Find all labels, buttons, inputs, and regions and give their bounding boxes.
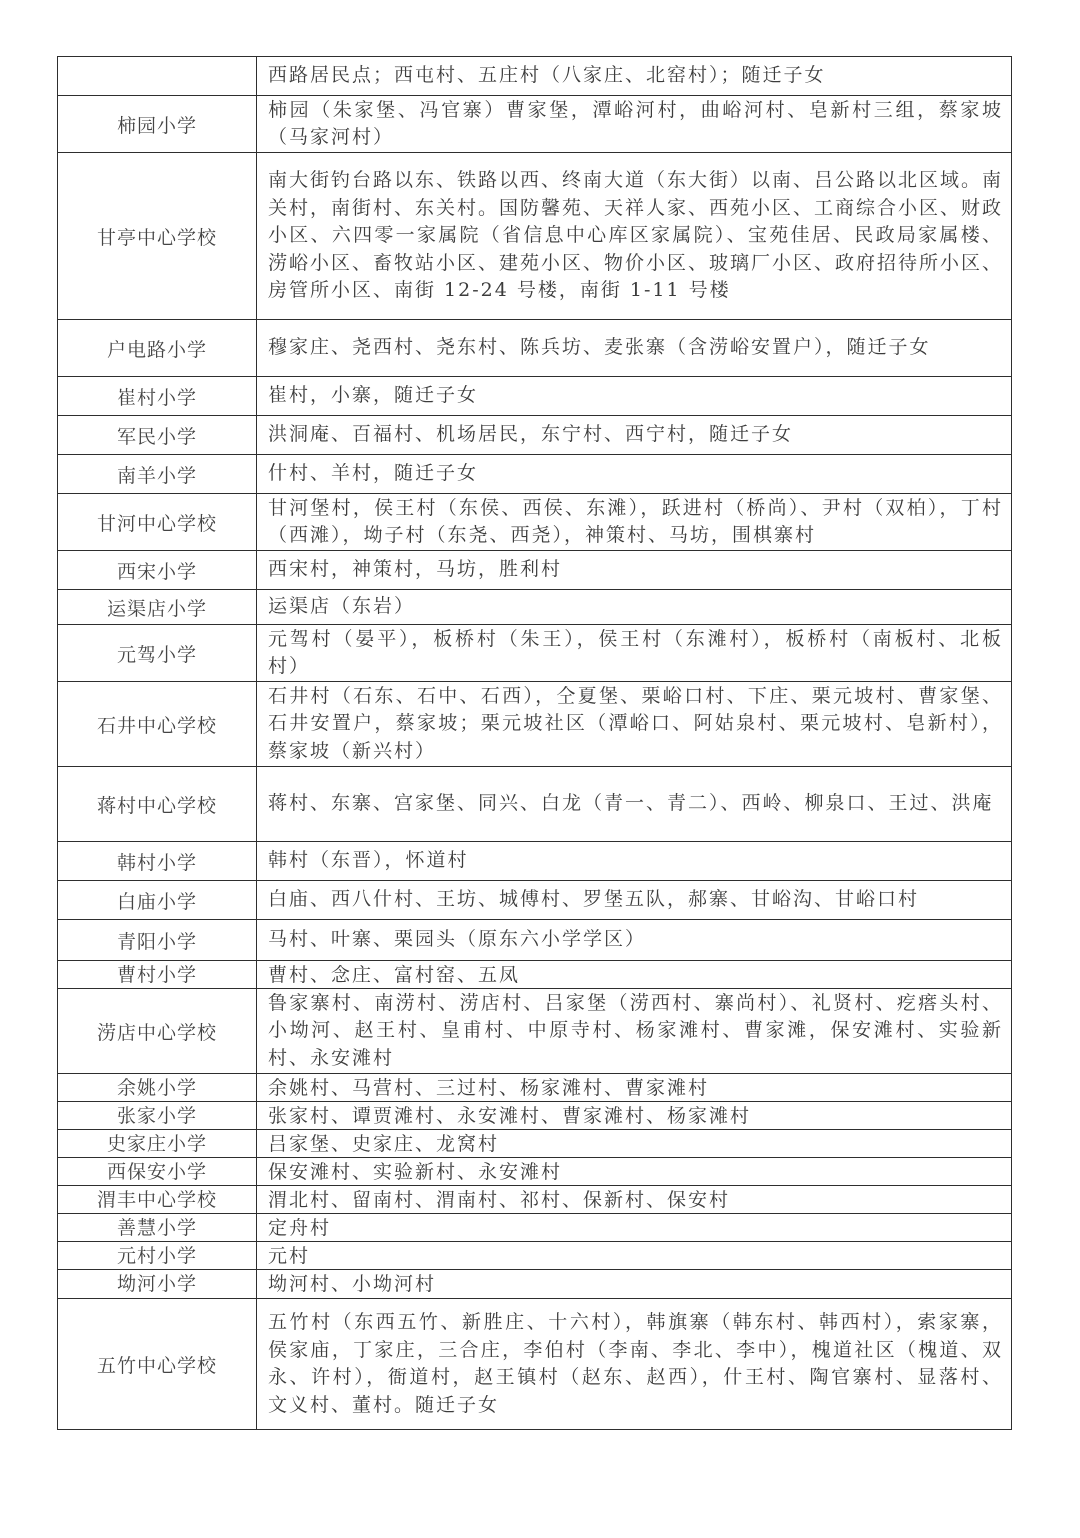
table-row bbox=[58, 455, 1012, 494]
table-row bbox=[58, 1270, 1012, 1299]
table-row bbox=[58, 961, 1012, 989]
school-name-cell: 西宋小学 bbox=[58, 551, 257, 590]
school-name-cell: 坳河小学 bbox=[58, 1270, 257, 1299]
table-row bbox=[58, 1074, 1012, 1102]
enrollment-area-cell: 坳河村、小坳河村 bbox=[257, 1270, 1012, 1299]
enrollment-area-cell: 穆家庄、尧西村、尧东村、陈兵坊、麦张寨（含涝峪安置户），随迁子女 bbox=[257, 320, 1012, 377]
school-name-cell: 韩村小学 bbox=[58, 842, 257, 881]
table-row bbox=[58, 377, 1012, 416]
table-row bbox=[58, 153, 1012, 320]
school-name-cell: 柿园小学 bbox=[58, 96, 257, 153]
enrollment-area-cell: 运渠店（东岩） bbox=[257, 590, 1012, 625]
enrollment-area-cell: 白庙、西八什村、王坊、城傅村、罗堡五队，郝寨、甘峪沟、甘峪口村 bbox=[257, 881, 1012, 920]
enrollment-area-cell: 柿园（朱家堡、冯官寨）曹家堡，潭峪河村，曲峪河村、皂新村三组，蔡家坡（马家河村） bbox=[257, 96, 1012, 153]
school-district-table bbox=[57, 56, 1012, 1430]
school-name-cell: 元驾小学 bbox=[58, 625, 257, 682]
school-name-cell: 蒋村中心学校 bbox=[58, 767, 257, 842]
table-row bbox=[58, 57, 1012, 96]
school-name-cell: 渭丰中心学校 bbox=[58, 1186, 257, 1214]
school-name-cell: 甘亭中心学校 bbox=[58, 153, 257, 320]
school-name-cell: 崔村小学 bbox=[58, 377, 257, 416]
table-row bbox=[58, 920, 1012, 961]
table-body bbox=[58, 57, 1012, 1430]
enrollment-area-cell: 保安滩村、实验新村、永安滩村 bbox=[257, 1158, 1012, 1186]
table-row bbox=[58, 1102, 1012, 1130]
school-name-cell bbox=[58, 57, 257, 96]
enrollment-area-cell: 西路居民点；西屯村、五庄村（八家庄、北窑村）；随迁子女 bbox=[257, 57, 1012, 96]
table-row bbox=[58, 551, 1012, 590]
school-name-cell: 史家庄小学 bbox=[58, 1130, 257, 1158]
school-name-cell: 善慧小学 bbox=[58, 1214, 257, 1242]
table-row bbox=[58, 842, 1012, 881]
enrollment-area-cell: 五竹村（东西五竹、新胜庄、十六村），韩旗寨（韩东村、韩西村），索家寨，侯家庙，丁家庄，三合庄，李伯村（李南、李北、李中），槐道社区（槐道、双永、许村），衙道村，赵王镇村（赵东、赵西），什王村、陶官寨村、显落村、文义村、董村。随迁子女 bbox=[257, 1299, 1012, 1430]
table-row bbox=[58, 881, 1012, 920]
table-row bbox=[58, 1299, 1012, 1430]
table-row bbox=[58, 416, 1012, 455]
enrollment-area-cell: 蒋村、东寨、宫家堡、同兴、白龙（青一、青二）、西岭、柳泉口、王过、洪庵 bbox=[257, 767, 1012, 842]
school-name-cell: 西保安小学 bbox=[58, 1158, 257, 1186]
enrollment-area-cell: 元驾村（晏平），板桥村（朱王），侯王村（东滩村），板桥村（南板村、北板村） bbox=[257, 625, 1012, 682]
enrollment-area-cell: 元村 bbox=[257, 1242, 1012, 1270]
enrollment-area-cell: 南大街钓台路以东、铁路以西、终南大道（东大街）以南、吕公路以北区域。南关村，南街村、东关村。国防馨苑、天祥人家、西苑小区、工商综合小区、财政小区、六四零一家属院（省信息中心库区家属院）、宝苑佳居、民政局家属楼、涝峪小区、畜牧站小区、建苑小区、物价小区、玻璃厂小区、政府招待所小区、房管所小区、南街 12-24 号楼，南街 1-11 号楼 bbox=[257, 153, 1012, 320]
enrollment-area-cell: 余姚村、马营村、三过村、杨家滩村、曹家滩村 bbox=[257, 1074, 1012, 1102]
school-name-cell: 军民小学 bbox=[58, 416, 257, 455]
enrollment-area-cell: 马村、叶寨、栗园头（原东六小学学区） bbox=[257, 920, 1012, 961]
school-name-cell: 白庙小学 bbox=[58, 881, 257, 920]
school-name-cell: 五竹中心学校 bbox=[58, 1299, 257, 1430]
enrollment-area-cell: 定舟村 bbox=[257, 1214, 1012, 1242]
school-name-cell: 曹村小学 bbox=[58, 961, 257, 989]
table-row bbox=[58, 1242, 1012, 1270]
school-name-cell: 元村小学 bbox=[58, 1242, 257, 1270]
school-name-cell: 甘河中心学校 bbox=[58, 494, 257, 551]
enrollment-area-cell: 什村、羊村，随迁子女 bbox=[257, 455, 1012, 494]
table-row bbox=[58, 1186, 1012, 1214]
school-name-cell: 运渠店小学 bbox=[58, 590, 257, 625]
enrollment-area-cell: 洪洞庵、百福村、机场居民，东宁村、西宁村，随迁子女 bbox=[257, 416, 1012, 455]
school-name-cell: 张家小学 bbox=[58, 1102, 257, 1130]
school-name-cell: 涝店中心学校 bbox=[58, 989, 257, 1074]
table-row bbox=[58, 1130, 1012, 1158]
enrollment-area-cell: 渭北村、留南村、渭南村、祁村、保新村、保安村 bbox=[257, 1186, 1012, 1214]
enrollment-area-cell: 鲁家寨村、南涝村、涝店村、吕家堡（涝西村、寨尚村）、礼贤村、疙瘩头村、小坳河、赵王村、皇甫村、中原寺村、杨家滩村、曹家滩，保安滩村、实验新村、永安滩村 bbox=[257, 989, 1012, 1074]
enrollment-area-cell: 韩村（东晋），怀道村 bbox=[257, 842, 1012, 881]
school-name-cell: 南羊小学 bbox=[58, 455, 257, 494]
enrollment-area-cell: 张家村、谭贾滩村、永安滩村、曹家滩村、杨家滩村 bbox=[257, 1102, 1012, 1130]
enrollment-area-cell: 崔村，小寨，随迁子女 bbox=[257, 377, 1012, 416]
enrollment-area-cell: 吕家堡、史家庄、龙窝村 bbox=[257, 1130, 1012, 1158]
table-row bbox=[58, 96, 1012, 153]
school-name-cell: 户电路小学 bbox=[58, 320, 257, 377]
school-name-cell: 余姚小学 bbox=[58, 1074, 257, 1102]
enrollment-area-cell: 甘河堡村，侯王村（东侯、西侯、东滩），跃进村（桥尚）、尹村（双柏），丁村（西滩），坳子村（东尧、西尧），神策村、马坊，围棋寨村 bbox=[257, 494, 1012, 551]
table-row bbox=[58, 1214, 1012, 1242]
enrollment-area-cell: 石井村（石东、石中、石西），仝夏堡、栗峪口村、下庄、栗元坡村、曹家堡、石井安置户，蔡家坡；栗元坡社区（潭峪口、阿姑泉村、栗元坡村、皂新村），蔡家坡（新兴村） bbox=[257, 682, 1012, 767]
table-row bbox=[58, 590, 1012, 625]
enrollment-area-cell: 西宋村，神策村，马坊，胜利村 bbox=[257, 551, 1012, 590]
school-name-cell: 青阳小学 bbox=[58, 920, 257, 961]
table-row bbox=[58, 989, 1012, 1074]
table-row bbox=[58, 682, 1012, 767]
enrollment-area-cell: 曹村、念庄、富村窑、五凤 bbox=[257, 961, 1012, 989]
school-name-cell: 石井中心学校 bbox=[58, 682, 257, 767]
table-row bbox=[58, 494, 1012, 551]
table-row bbox=[58, 625, 1012, 682]
table-row bbox=[58, 1158, 1012, 1186]
table-row bbox=[58, 320, 1012, 377]
table-row bbox=[58, 767, 1012, 842]
